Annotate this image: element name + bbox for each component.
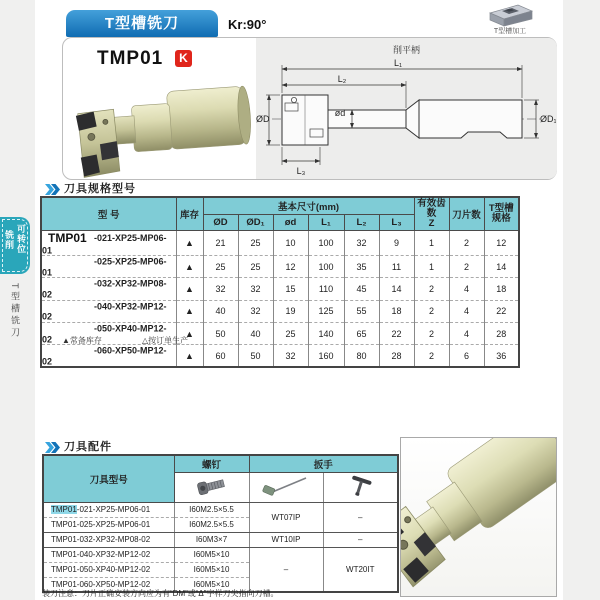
val-l3: 14 — [379, 278, 414, 300]
product-display-box — [62, 37, 557, 180]
dim-odneck-label: ød — [334, 108, 346, 118]
acc-model-rest: -021-XP25-MP06-01 — [76, 505, 151, 514]
val-dd: 21 — [203, 230, 238, 256]
col-wrench: 扳手 — [249, 455, 398, 472]
torx-wrench-icon — [249, 472, 323, 502]
table-row — [43, 502, 398, 517]
col-od: ød — [273, 214, 308, 230]
val-dd1: 40 — [238, 322, 273, 344]
acc-header-row-1 — [43, 455, 398, 472]
model-suffix: -021-XP25-MP06-01 — [42, 232, 167, 256]
val-od: 10 — [273, 230, 308, 256]
dim-l2-label: L₂ — [337, 74, 347, 84]
val-dd: 60 — [203, 345, 238, 368]
model-suffix: -025-XP25-MP06-01 — [42, 256, 167, 278]
wrench-a-spec: WT07IP — [249, 502, 323, 532]
val-inserts: 2 — [449, 230, 484, 256]
acc-model-rest: -050-XP40-MP12-02 — [76, 565, 151, 574]
col-tslot-line2: 规格 — [491, 212, 511, 224]
acc-model-rest: -025-XP25-MP06-01 — [76, 520, 151, 529]
col-model: 型 号 — [41, 197, 176, 230]
val-inserts: 6 — [449, 345, 484, 368]
col-stock: 库存 — [176, 197, 203, 230]
col-teeth — [414, 197, 449, 230]
dim-od-label: ØD — [256, 114, 270, 124]
corner-icon-caption: T型槽加工 — [493, 28, 527, 35]
wrench-b-spec: – — [323, 502, 398, 532]
val-od: 25 — [273, 322, 308, 344]
val-l2: 45 — [344, 278, 379, 300]
val-inserts: 2 — [449, 256, 484, 278]
val-dd: 50 — [203, 322, 238, 344]
stock-marker: ▲ — [176, 322, 203, 344]
sidebar-tab-text-1: 可转位 — [16, 224, 26, 254]
table-row — [43, 547, 398, 562]
installation-note: 装刀注意：刀片正确安装方向应为有“DM”或“Δ”字样刀尖指向刀槽。 — [42, 589, 279, 598]
val-od: 12 — [273, 256, 308, 278]
footnote-order: △按订单生产 — [142, 336, 189, 345]
val-l1: 125 — [308, 300, 344, 322]
table-row — [41, 322, 519, 344]
model-suffix: -040-XP32-MP12-02 — [42, 301, 167, 322]
footnote-stock: ▲常备库存 — [62, 336, 102, 345]
val-tslot: 14 — [484, 256, 519, 278]
spec-table — [40, 196, 520, 368]
val-l1: 160 — [308, 345, 344, 368]
col-dd: ØD — [203, 214, 238, 230]
acc-model-rest: -032-XP32-MP08-02 — [76, 535, 151, 544]
val-z: 2 — [414, 278, 449, 300]
spec-header-row-1 — [41, 197, 519, 214]
wrench-a-spec: – — [249, 547, 323, 592]
val-z: 1 — [414, 256, 449, 278]
wrench-b-spec: – — [323, 532, 398, 547]
t-handle-wrench-icon — [323, 472, 398, 502]
product-photo — [69, 74, 254, 184]
val-tslot: 18 — [484, 278, 519, 300]
table-row — [41, 230, 519, 256]
val-dd: 32 — [203, 278, 238, 300]
sidebar-tab-text-2: 铣削 — [4, 230, 14, 250]
val-l2: 55 — [344, 300, 379, 322]
val-od: 15 — [273, 278, 308, 300]
dimension-drawing — [256, 53, 556, 182]
acc-model-prefix: TMP01 — [51, 565, 77, 574]
shank-type-label: 削平柄 — [392, 45, 420, 55]
val-od: 19 — [273, 300, 308, 322]
val-dd1: 32 — [238, 278, 273, 300]
val-l1: 110 — [308, 278, 344, 300]
screw-spec: I60M2.5×5.5 — [174, 517, 249, 532]
screw-icon — [174, 472, 249, 502]
sidebar-category-tab — [0, 217, 30, 274]
table-row — [41, 278, 519, 300]
model-suffix: -060-XP50-MP12-02 — [42, 345, 167, 367]
val-tslot: 36 — [484, 345, 519, 368]
col-inserts: 刀片数 — [449, 197, 484, 230]
accessory-table — [42, 454, 399, 593]
wrench-a-spec: WT10IP — [249, 532, 323, 547]
stock-marker: ▲ — [176, 345, 203, 368]
val-l3: 9 — [379, 230, 414, 256]
sidebar-tab-border — [2, 219, 28, 272]
cutter-closeup-photo — [400, 437, 557, 597]
col-basic-dims: 基本尺寸(mm) — [203, 197, 414, 214]
val-z: 2 — [414, 345, 449, 368]
col-tslot — [484, 197, 519, 230]
val-tslot: 28 — [484, 322, 519, 344]
screw-spec: I60M2.5×5.5 — [174, 502, 249, 517]
val-l2: 65 — [344, 322, 379, 344]
model-prefix: TMP01 — [48, 230, 87, 245]
val-l2: 32 — [344, 230, 379, 256]
val-inserts: 4 — [449, 322, 484, 344]
val-od: 32 — [273, 345, 308, 368]
table-row — [41, 300, 519, 322]
model-suffix: -032-XP32-MP08-02 — [42, 279, 167, 300]
val-dd1: 25 — [238, 230, 273, 256]
acc-model-prefix: TMP01 — [51, 520, 77, 529]
val-l1: 100 — [308, 256, 344, 278]
technical-drawing-panel — [256, 38, 557, 179]
col-l2: L₂ — [344, 214, 379, 230]
grade-badge: K — [175, 50, 192, 67]
val-dd1: 50 — [238, 345, 273, 368]
val-z: 1 — [414, 230, 449, 256]
col-tool-model: 刀具型号 — [43, 455, 174, 502]
col-dd1: ØD₁ — [238, 214, 273, 230]
val-l3: 11 — [379, 256, 414, 278]
col-teeth-line1: 有效齿数 — [417, 197, 446, 219]
stock-marker: ▲ — [176, 230, 203, 256]
col-l1: L₁ — [308, 214, 344, 230]
col-screw: 螺钉 — [174, 455, 249, 472]
val-z: 2 — [414, 300, 449, 322]
product-model-title: TMP01 — [97, 48, 164, 69]
table-row — [43, 532, 398, 547]
wrench-b-spec: WT20IT — [323, 547, 398, 592]
dim-od1-label: ØD₁ — [540, 114, 556, 124]
val-dd1: 25 — [238, 256, 273, 278]
model-suffix: -050-XP40-MP12-02 — [42, 323, 167, 345]
acc-model-prefix: TMP01 — [51, 579, 77, 589]
val-l2: 80 — [344, 345, 379, 368]
col-tslot-line1: T型槽 — [488, 202, 514, 214]
dim-l1-label: L₁ — [393, 58, 403, 68]
val-tslot: 22 — [484, 300, 519, 322]
table-row — [41, 345, 519, 368]
val-l2: 35 — [344, 256, 379, 278]
val-l1: 140 — [308, 322, 344, 344]
stock-marker: ▲ — [176, 300, 203, 322]
screw-spec: I60M3×7 — [174, 532, 249, 547]
kr-angle-label: Kr:90° — [228, 17, 267, 32]
val-l3: 18 — [379, 300, 414, 322]
val-dd: 25 — [203, 256, 238, 278]
val-inserts: 4 — [449, 278, 484, 300]
col-teeth-line2: Z — [428, 217, 435, 229]
acc-model-prefix: TMP01 — [51, 535, 77, 544]
stock-marker: ▲ — [176, 256, 203, 278]
val-dd1: 32 — [238, 300, 273, 322]
acc-model-rest: -040-XP32-MP12-02 — [76, 550, 151, 559]
val-l1: 100 — [308, 230, 344, 256]
table-row — [41, 256, 519, 278]
stock-marker: ▲ — [176, 278, 203, 300]
screw-spec: I60M5×10 — [174, 562, 249, 577]
screw-spec: I60M5×10 — [174, 547, 249, 562]
val-l3: 22 — [379, 322, 414, 344]
acc-model-prefix: TMP01 — [51, 550, 77, 559]
val-l3: 28 — [379, 345, 414, 368]
accessory-section-title: 刀具配件 — [64, 441, 112, 453]
dim-l3-label: L₃ — [296, 166, 306, 176]
val-z: 2 — [414, 322, 449, 344]
screw-spec: I60M5×10 — [174, 577, 249, 592]
acc-model-rest: -060-XP50-MP12-02 — [76, 579, 151, 589]
spec-section-title: 刀具规格型号 — [64, 183, 136, 195]
sidebar-subcategory-label: T型槽铣刀 — [10, 283, 20, 340]
acc-model-prefix: TMP01 — [51, 505, 77, 514]
val-inserts: 4 — [449, 300, 484, 322]
val-dd: 40 — [203, 300, 238, 322]
val-tslot: 12 — [484, 230, 519, 256]
col-l3: L₃ — [379, 214, 414, 230]
page-title-tab: T型槽铣刀 — [66, 10, 218, 37]
